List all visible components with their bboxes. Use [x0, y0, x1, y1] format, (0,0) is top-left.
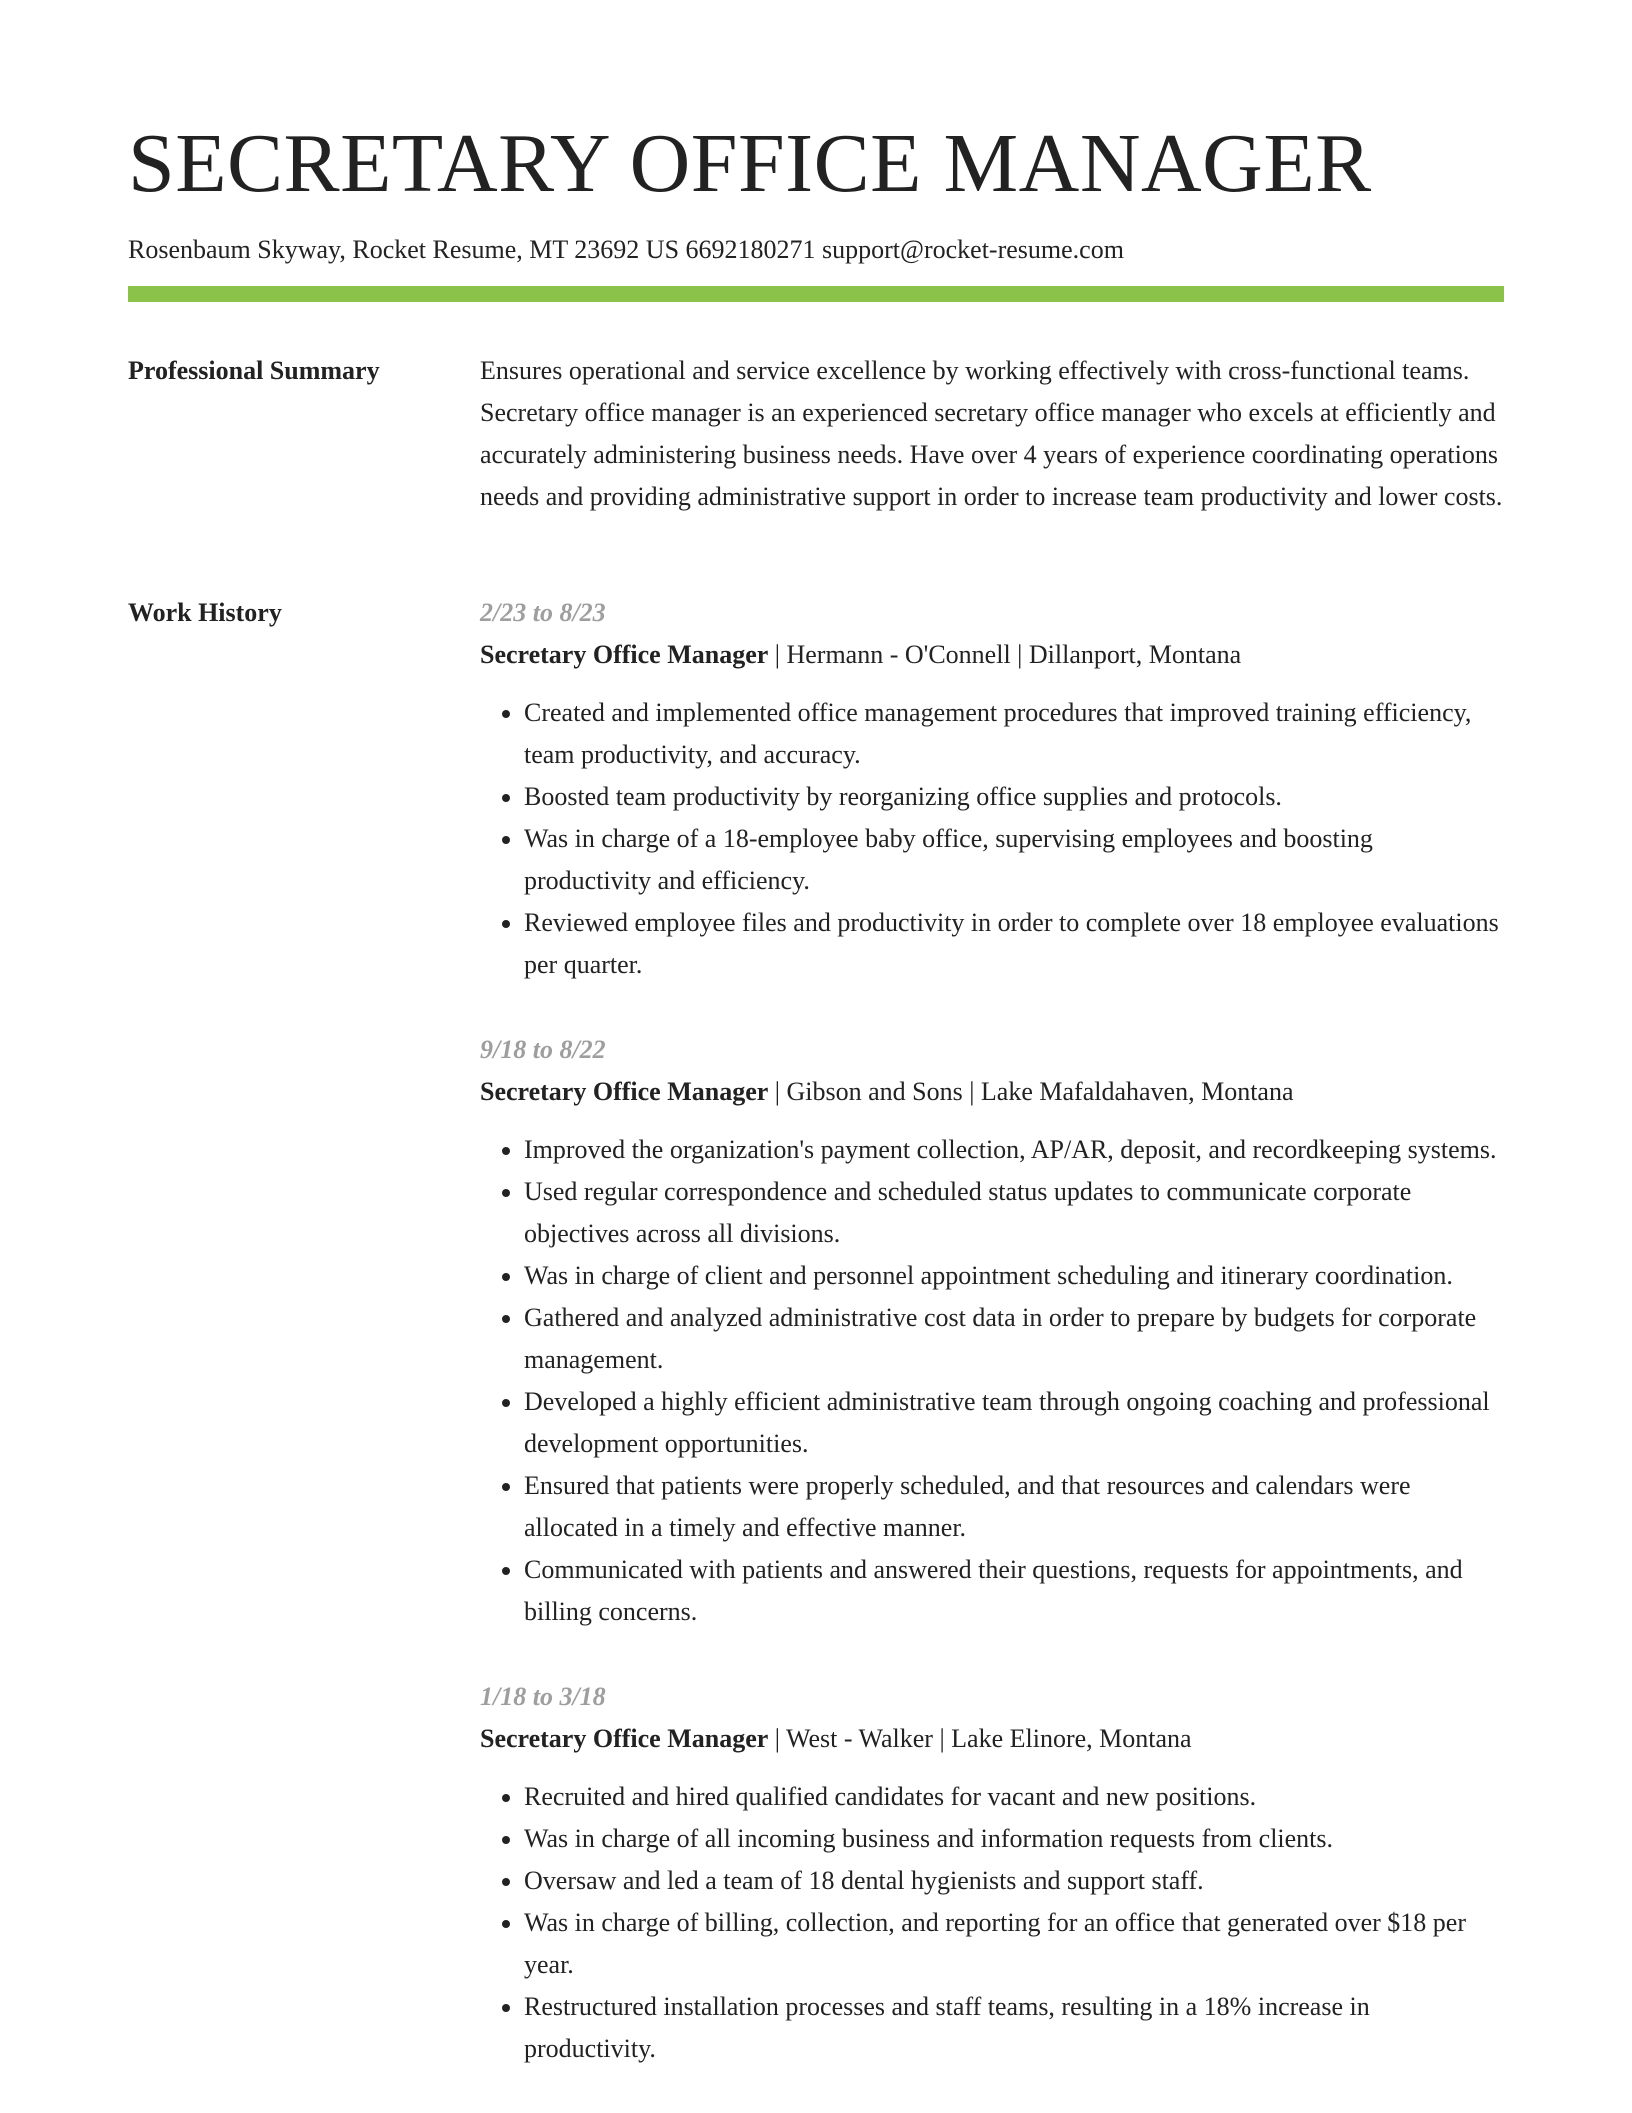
job-entry: [480, 592, 1504, 986]
job-bullet: • Reviewed employee files and productivity in order to complete over 18 employee evaluations per quarter.: [524, 902, 1504, 986]
job-line: [480, 634, 1504, 676]
job-bullet: • Created and implemented office management procedures that improved training efficiency, team productivity, and accuracy.: [524, 692, 1504, 776]
job-entry: [480, 1029, 1504, 1633]
job-bullet: • Was in charge of client and personnel appointment scheduling and itinerary coordination.: [524, 1255, 1504, 1297]
job-bullet: • Communicated with patients and answered their questions, requests for appointments, and billing concerns.: [524, 1549, 1504, 1633]
job-line: [480, 1071, 1504, 1113]
job-bullet: • Was in charge of all incoming business and information requests from clients.: [524, 1818, 1504, 1860]
job-bullet: • Oversaw and led a team of 18 dental hygienists and support staff.: [524, 1860, 1504, 1902]
job-details: | West - Walker | Lake Elinore, Montana: [768, 1724, 1192, 1753]
job-bullet: • Improved the organization's payment collection, AP/AR, deposit, and recordkeeping systems.: [524, 1129, 1504, 1171]
work-history-heading: Work History: [128, 598, 282, 627]
job-entry: [480, 1676, 1504, 2070]
job-bullet-list: [480, 1129, 1504, 1633]
job-details: | Gibson and Sons | Lake Mafaldahaven, Montana: [768, 1077, 1294, 1106]
summary-body: [480, 350, 1504, 518]
job-title: Secretary Office Manager: [480, 640, 769, 669]
job-dates: 9/18 to 8/22: [480, 1035, 606, 1064]
job-bullet: • Boosted team productivity by reorganizing office supplies and protocols.: [524, 776, 1504, 818]
job-bullet: • Used regular correspondence and scheduled status updates to communicate corporate objectives across all divisions.: [524, 1171, 1504, 1255]
job-line: [480, 1718, 1504, 1760]
contact-info: Rosenbaum Skyway, Rocket Resume, MT 23692 US 6692180271 support@rocket-resume.com: [128, 235, 1124, 264]
job-title: Secretary Office Manager: [480, 1724, 769, 1753]
job-bullet: • Recruited and hired qualified candidates for vacant and new positions.: [524, 1776, 1504, 1818]
work-history-body: [480, 592, 1504, 2113]
job-bullet: • Restructured installation processes and staff teams, resulting in a 18% increase in productivity.: [524, 1986, 1504, 2070]
summary-heading: Professional Summary: [128, 356, 380, 385]
job-details: | Hermann - O'Connell | Dillanport, Montana: [768, 640, 1242, 669]
job-bullet: • Was in charge of a 18-employee baby office, supervising employees and boosting productivity and efficiency.: [524, 818, 1504, 902]
job-dates: 2/23 to 8/23: [480, 598, 606, 627]
job-bullet: • Was in charge of billing, collection, and reporting for an office that generated over $18 per year.: [524, 1902, 1504, 1986]
job-bullet: • Developed a highly efficient administrative team through ongoing coaching and professional development opportunities.: [524, 1381, 1504, 1465]
resume-title: SECRETARY OFFICE MANAGER: [128, 117, 1372, 210]
summary-text: Ensures operational and service excellence by working effectively with cross-functional teams. Secretary office manager is an experienced secretary office manager who excels at efficiently and accurately administering business needs. Have over 4 years of experience coordinating operations needs and providing administrative support in order to increase team productivity and lower costs.: [480, 356, 1503, 511]
job-bullet: • Gathered and analyzed administrative cost data in order to prepare by budgets for corporate management.: [524, 1297, 1504, 1381]
job-dates: 1/18 to 3/18: [480, 1682, 606, 1711]
job-title: Secretary Office Manager: [480, 1077, 769, 1106]
job-bullet: • Ensured that patients were properly scheduled, and that resources and calendars were allocated in a timely and effective manner.: [524, 1465, 1504, 1549]
accent-divider: [128, 286, 1504, 302]
job-bullet-list: [480, 692, 1504, 986]
job-bullet-list: [480, 1776, 1504, 2070]
